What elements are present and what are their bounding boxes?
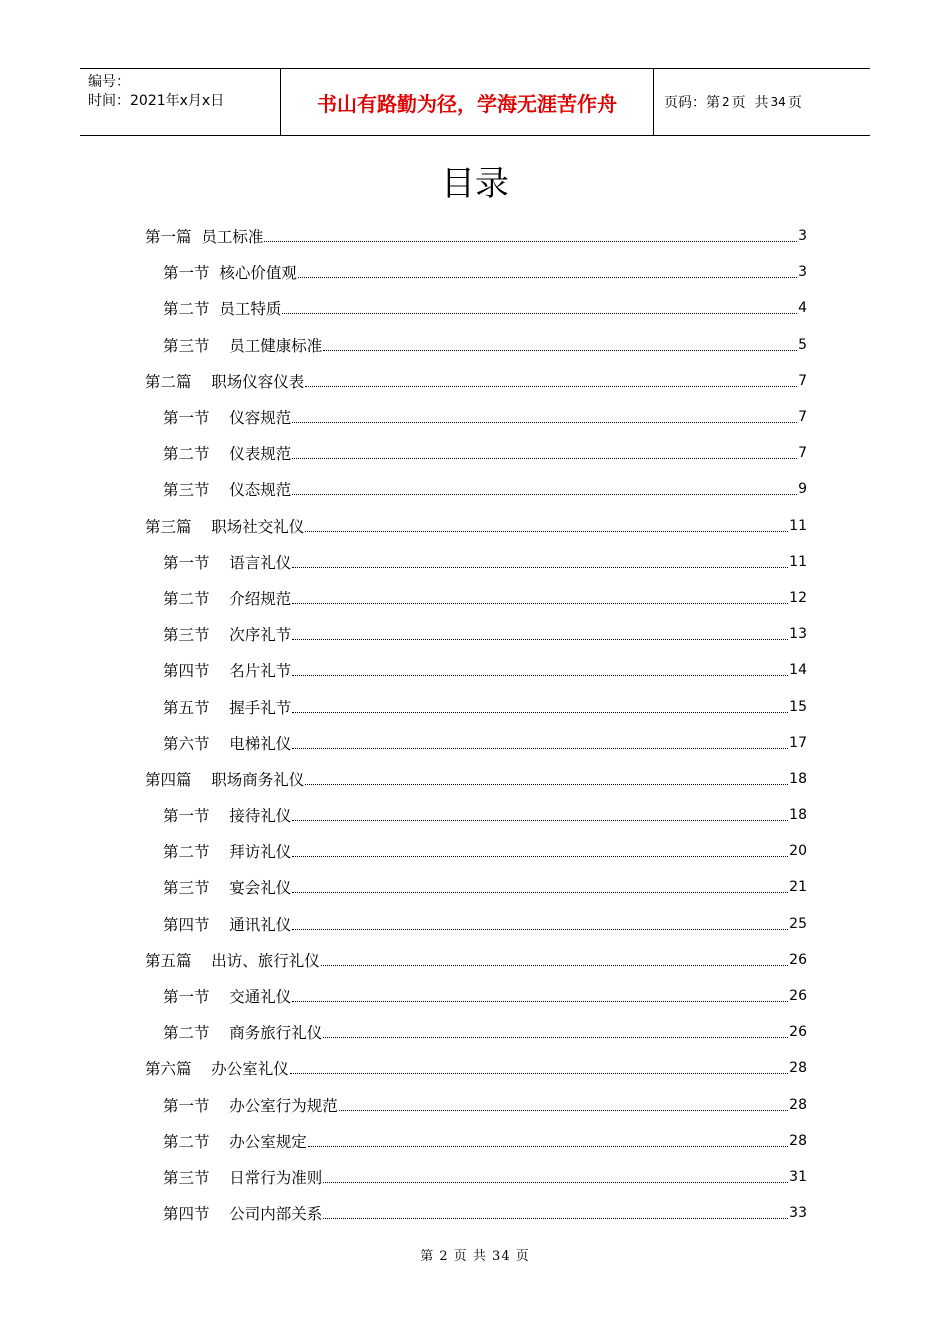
toc-leader-dots bbox=[292, 602, 788, 604]
toc-section-entry[interactable] bbox=[145, 978, 807, 1014]
toc-entry-label: 第一节 接待礼仪 bbox=[163, 807, 292, 826]
toc-leader-dots bbox=[292, 566, 788, 568]
toc-section-entry[interactable] bbox=[145, 906, 807, 942]
toc-leader-dots bbox=[292, 674, 788, 676]
toc-leader-dots bbox=[292, 891, 788, 893]
toc-entry-page: 13 bbox=[789, 626, 807, 643]
toc-entry-page: 21 bbox=[789, 879, 807, 896]
toc-entry-page: 25 bbox=[789, 915, 807, 932]
toc-entry-page: 26 bbox=[789, 1024, 807, 1041]
toc-section-entry[interactable] bbox=[145, 725, 807, 761]
toc-entry-page: 7 bbox=[798, 445, 807, 462]
toc-entry-page: 7 bbox=[798, 372, 807, 389]
toc-entry-label: 第六节 电梯礼仪 bbox=[163, 734, 292, 753]
page-title: 目录 bbox=[441, 164, 509, 204]
toc-entry-page: 18 bbox=[789, 807, 807, 824]
page-total: 34 bbox=[770, 95, 786, 109]
toc-entry-page: 28 bbox=[789, 1096, 807, 1113]
toc-leader-dots bbox=[323, 1217, 788, 1219]
toc-leader-dots bbox=[292, 1000, 788, 1002]
toc-entry-page: 31 bbox=[789, 1168, 807, 1185]
toc-section-entry[interactable] bbox=[145, 1159, 807, 1195]
toc-leader-dots bbox=[282, 312, 797, 314]
page-prefix: 页码：第 bbox=[664, 95, 720, 111]
toc-leader-dots bbox=[305, 385, 797, 387]
toc-section-entry[interactable] bbox=[145, 580, 807, 616]
toc-entry-label: 第四节 名片礼节 bbox=[163, 662, 292, 681]
toc-section-entry[interactable] bbox=[145, 1014, 807, 1050]
toc-entry-label: 第二节 员工特质 bbox=[163, 300, 282, 319]
toc-leader-dots bbox=[305, 530, 788, 532]
toc-entry-label: 第一节 仪容规范 bbox=[163, 409, 292, 428]
toc-entry-page: 7 bbox=[798, 409, 807, 426]
toc-entry-label: 第三节 次序礼节 bbox=[163, 626, 292, 645]
toc-leader-dots bbox=[323, 1036, 788, 1038]
toc-section-entry[interactable] bbox=[145, 869, 807, 905]
toc-entry-page: 12 bbox=[789, 589, 807, 606]
toc-section-entry[interactable] bbox=[145, 652, 807, 688]
toc-leader-dots bbox=[298, 276, 797, 278]
toc-entry-label: 第一节 语言礼仪 bbox=[163, 553, 292, 572]
header-meta bbox=[80, 69, 281, 135]
toc-entry-label: 第二篇 职场仪容仪表 bbox=[145, 372, 305, 391]
doc-time-label: 时间：2021年x月x日 bbox=[88, 93, 225, 109]
toc-entry-page: 3 bbox=[798, 264, 807, 281]
toc-leader-dots bbox=[292, 928, 788, 930]
toc-section-entry[interactable] bbox=[145, 544, 807, 580]
page-current: 2 bbox=[722, 95, 730, 109]
header-page-info bbox=[654, 69, 870, 135]
toc-section-entry[interactable] bbox=[145, 254, 807, 290]
toc-entry-label: 第四节 公司内部关系 bbox=[163, 1205, 323, 1224]
toc-entry-label: 第五节 握手礼节 bbox=[163, 698, 292, 717]
toc-leader-dots bbox=[292, 819, 788, 821]
toc-leader-dots bbox=[264, 240, 797, 242]
toc-leader-dots bbox=[292, 711, 788, 713]
toc-entry-label: 第一篇 员工标准 bbox=[145, 228, 264, 247]
toc-section-entry[interactable] bbox=[145, 1195, 807, 1231]
page-header bbox=[80, 68, 870, 136]
toc-section-entry[interactable] bbox=[145, 1123, 807, 1159]
toc-section-entry[interactable] bbox=[145, 435, 807, 471]
toc-entry-page: 33 bbox=[789, 1205, 807, 1222]
toc-chapter-entry[interactable] bbox=[145, 942, 807, 978]
toc-leader-dots bbox=[292, 457, 797, 459]
toc-entry-page: 11 bbox=[789, 517, 807, 534]
toc-chapter-entry[interactable] bbox=[145, 363, 807, 399]
toc-leader-dots bbox=[292, 638, 788, 640]
toc-leader-dots bbox=[292, 421, 797, 423]
toc-leader-dots bbox=[323, 1181, 788, 1183]
toc-leader-dots bbox=[290, 1072, 788, 1074]
toc-entry-label: 第一节 办公室行为规范 bbox=[163, 1096, 338, 1115]
toc-section-entry[interactable] bbox=[145, 471, 807, 507]
toc-entry-label: 第二节 仪表规范 bbox=[163, 445, 292, 464]
toc-entry-page: 18 bbox=[789, 770, 807, 787]
header-motto: 书山有路勤为径，学海无涯苦作舟 bbox=[281, 69, 654, 135]
toc-entry-page: 11 bbox=[789, 553, 807, 570]
toc-chapter-entry[interactable] bbox=[145, 218, 807, 254]
toc-chapter-entry[interactable] bbox=[145, 761, 807, 797]
toc-section-entry[interactable] bbox=[145, 290, 807, 326]
toc-leader-dots bbox=[292, 747, 788, 749]
toc-section-entry[interactable] bbox=[145, 797, 807, 833]
toc-entry-page: 17 bbox=[789, 734, 807, 751]
toc-entry-page: 5 bbox=[798, 336, 807, 353]
toc-entry-page: 15 bbox=[789, 698, 807, 715]
toc-entry-label: 第三节 员工健康标准 bbox=[163, 336, 323, 355]
table-of-contents bbox=[145, 218, 807, 1231]
toc-entry-page: 4 bbox=[798, 300, 807, 317]
toc-leader-dots bbox=[292, 493, 797, 495]
toc-leader-dots bbox=[339, 1109, 788, 1111]
doc-number-label: 编号： bbox=[88, 74, 130, 90]
toc-entry-page: 28 bbox=[789, 1060, 807, 1077]
toc-entry-label: 第二节 拜访礼仪 bbox=[163, 843, 292, 862]
toc-entry-label: 第三篇 职场社交礼仪 bbox=[145, 517, 305, 536]
toc-entry-label: 第六篇 办公室礼仪 bbox=[145, 1060, 289, 1079]
toc-entry-label: 第三节 仪态规范 bbox=[163, 481, 292, 500]
toc-chapter-entry[interactable] bbox=[145, 508, 807, 544]
toc-leader-dots bbox=[292, 855, 788, 857]
toc-entry-label: 第四节 通讯礼仪 bbox=[163, 915, 292, 934]
toc-section-entry[interactable] bbox=[145, 616, 807, 652]
toc-entry-page: 9 bbox=[798, 481, 807, 498]
toc-entry-page: 26 bbox=[789, 988, 807, 1005]
page-mid: 页 共 bbox=[731, 95, 769, 111]
toc-entry-label: 第一节 交通礼仪 bbox=[163, 988, 292, 1007]
toc-entry-label: 第三节 日常行为准则 bbox=[163, 1168, 323, 1187]
toc-entry-page: 26 bbox=[789, 951, 807, 968]
toc-section-entry[interactable] bbox=[145, 1087, 807, 1123]
toc-section-entry[interactable] bbox=[145, 399, 807, 435]
toc-entry-label: 第五篇 出访、旅行礼仪 bbox=[145, 951, 320, 970]
toc-leader-dots bbox=[305, 783, 788, 785]
toc-section-entry[interactable] bbox=[145, 327, 807, 363]
toc-entry-label: 第三节 宴会礼仪 bbox=[163, 879, 292, 898]
toc-section-entry[interactable] bbox=[145, 688, 807, 724]
toc-entry-page: 3 bbox=[798, 228, 807, 245]
toc-entry-label: 第二节 商务旅行礼仪 bbox=[163, 1024, 323, 1043]
toc-entry-page: 28 bbox=[789, 1132, 807, 1149]
page-suffix: 页 bbox=[787, 95, 802, 111]
toc-leader-dots bbox=[308, 1145, 788, 1147]
toc-chapter-entry[interactable] bbox=[145, 1050, 807, 1086]
toc-section-entry[interactable] bbox=[145, 833, 807, 869]
toc-leader-dots bbox=[321, 964, 788, 966]
toc-entry-label: 第二节 办公室规定 bbox=[163, 1132, 307, 1151]
toc-entry-page: 14 bbox=[789, 662, 807, 679]
page-footer: 第 2 页 共 34 页 bbox=[420, 1249, 530, 1264]
toc-entry-label: 第四篇 职场商务礼仪 bbox=[145, 770, 305, 789]
toc-entry-page: 20 bbox=[789, 843, 807, 860]
toc-leader-dots bbox=[323, 349, 797, 351]
toc-entry-label: 第二节 介绍规范 bbox=[163, 589, 292, 608]
toc-entry-label: 第一节 核心价值观 bbox=[163, 264, 297, 283]
